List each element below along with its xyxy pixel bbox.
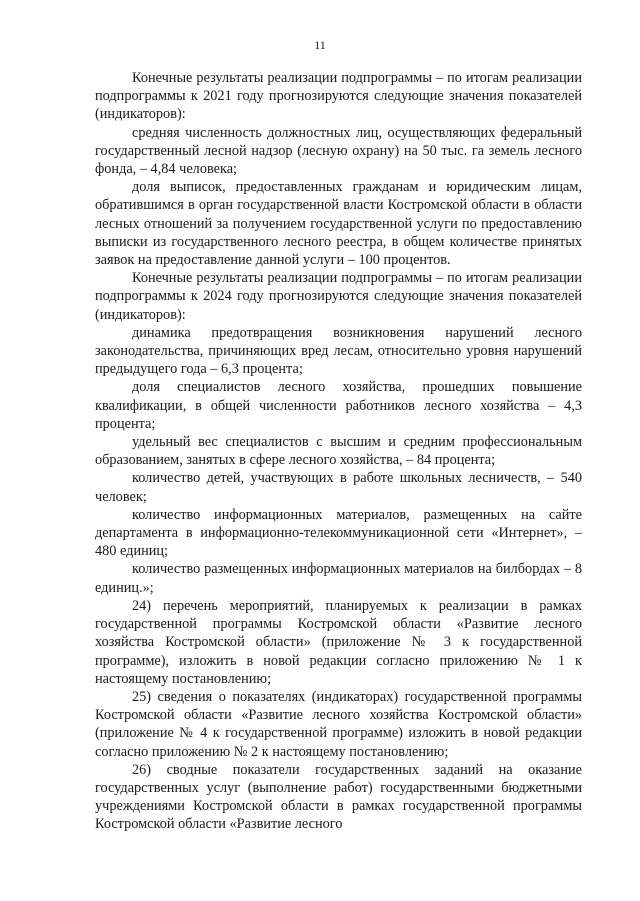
paragraph-item-26: 26) сводные показатели государственных заданий на оказание государственных услуг (выполнение работ) государственными бюджетными учреждениями Костромской области в рамках государственной программы Костромской области «Развитие лесного	[95, 761, 582, 833]
paragraph-item-25: 25) сведения о показателях (индикаторах) государственной программы Костромской области «Развитие лесного хозяйства Костромской области» (приложение № 4 к государственной программе) изложить в новой редакции согласно приложению № 2 к настоящему постановлению;	[95, 688, 582, 760]
document-body	[95, 69, 582, 834]
paragraph-indicator-violations: динамика предотвращения возникновения нарушений лесного законодательства, причиняющих вред лесам, относительно уровня нарушений предыдущего года – 6,3 процента;	[95, 324, 582, 378]
paragraph-indicator-officials: средняя численность должностных лиц, осуществляющих федеральный государственный лесной надзор (лесную охрану) на 50 тыс. га земель лесного фонда, – 4,84 человека;	[95, 124, 582, 178]
paragraph-indicator-education: удельный вес специалистов с высшим и средним профессиональным образованием, занятых в сфере лесного хозяйства, – 84 процента;	[95, 434, 582, 469]
page-number: 11	[314, 38, 326, 52]
paragraph-indicator-children: количество детей, участвующих в работе школьных лесничеств, – 540 человек;	[95, 470, 582, 505]
paragraph-indicator-extracts: доля выписок, предоставленных гражданам и юридическим лицам, обратившимся в орган государственной власти Костромской области в области лесных отношений за получением государственной услуги по предоставлению выписки из государственного лесного реестра, в общем количестве принятых заявок на предоставление данной услуги – 100 процентов.	[95, 179, 582, 269]
paragraph-indicator-billboards: количество размещенных информационных материалов на билбордах – 8 единиц.»;	[95, 561, 582, 596]
paragraph-results-2024-intro: Конечные результаты реализации подпрограммы – по итогам реализации подпрограммы к 2024 году прогнозируются следующие значения показателей (индикаторов):	[95, 270, 582, 323]
paragraph-results-2021-intro: Конечные результаты реализации подпрограммы – по итогам реализации подпрограммы к 2021 году прогнозируются следующие значения показателей (индикаторов):	[95, 70, 582, 123]
paragraph-indicator-training: доля специалистов лесного хозяйства, прошедших повышение квалификации, в общей численности работников лесного хозяйства – 4,3 процента;	[95, 379, 582, 432]
paragraph-item-24: 24) перечень мероприятий, планируемых к реализации в рамках государственной программы Костромской области «Развитие лесного хозяйства Костромской области» (приложение № 3 к государственной программе), изложить в новой редакции согласно приложению № 1 к настоящему постановлению;	[95, 597, 582, 687]
paragraph-indicator-internet-materials: количество информационных материалов, размещенных на сайте департамента в информационно-телекоммуникационной сети «Интернет», – 480 единиц;	[95, 506, 582, 560]
